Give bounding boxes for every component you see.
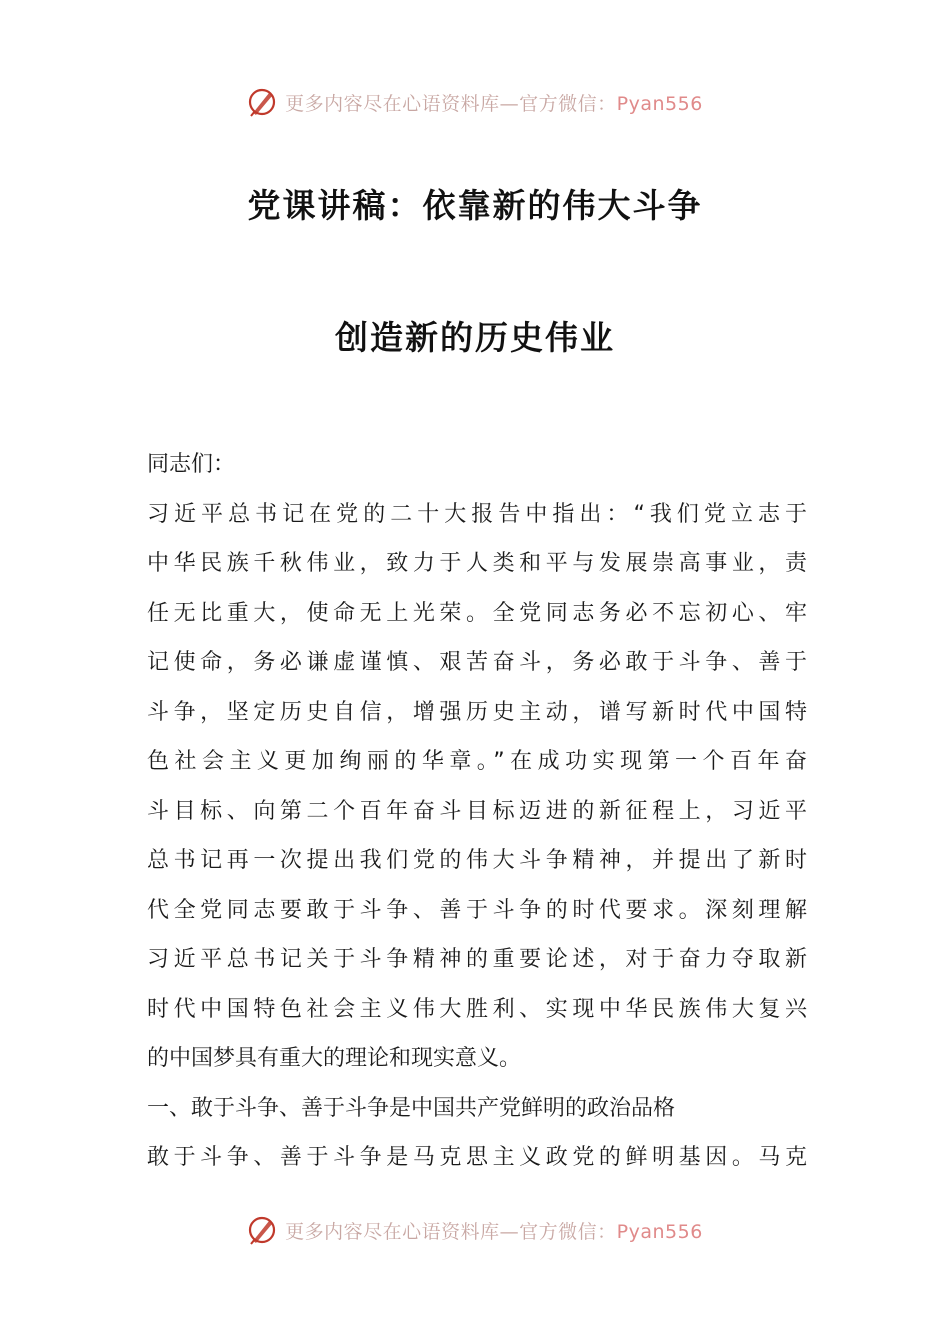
header-banner-handle: Pyan556 (616, 92, 703, 115)
paragraph-line: 敢于斗争、善于斗争是马克思主义政党的鲜明基因。马克 (147, 1145, 807, 1170)
footer-banner-text: 更多内容尽在心语资料库—官方微信：Pyan556 (285, 1220, 703, 1243)
body-text (147, 440, 807, 1183)
document-title-line-2: 创造新的历史伟业 (335, 318, 615, 357)
paragraph-line: 任无比重大，使命无上光荣。全党同志务必不忘初心、牢 (147, 600, 807, 626)
header-banner (0, 82, 950, 122)
paragraph-line: 总书记再一次提出我们党的伟大斗争精神，并提出了新时 (147, 848, 807, 873)
section-heading: 一、敢于斗争、善于斗争是中国共产党鲜明的政治品格 (147, 1095, 676, 1121)
paragraph-line: 斗争，坚定历史自信，增强历史主动，谱写新时代中国特 (147, 699, 807, 725)
document-title-line-1: 党课讲稿：依靠新的伟大斗争 (247, 186, 703, 225)
paragraph-line: 记使命，务必谦虚谨慎、艰苦奋斗，务必敢于斗争、善于 (147, 650, 807, 675)
paragraph-line: 色社会主义更加绚丽的华章。”在成功实现第一个百年奋 (147, 749, 807, 774)
pen-logo-icon (247, 87, 277, 117)
paragraph-line: 时代中国特色社会主义伟大胜利、实现中华民族伟大复兴 (147, 996, 807, 1022)
paragraph-line: 习近平总书记在党的二十大报告中指出：“我们党立志于 (147, 501, 807, 527)
header-banner-text: 更多内容尽在心语资料库—官方微信：Pyan556 (285, 92, 703, 115)
paragraph-line: 代全党同志要敢于斗争、善于斗争的时代要求。深刻理解 (147, 897, 807, 923)
footer-banner (0, 1210, 950, 1250)
paragraph-line: 习近平总书记关于斗争精神的重要论述，对于奋力夺取新 (147, 947, 807, 972)
paragraph-line: 斗目标、向第二个百年奋斗目标迈进的新征程上，习近平 (147, 798, 807, 824)
footer-banner-handle: Pyan556 (616, 1220, 703, 1243)
salutation: 同志们： (147, 452, 236, 477)
paragraph-line: 的中国梦具有重大的理论和现实意义。 (147, 1046, 522, 1071)
paragraph-line: 中华民族千秋伟业，致力于人类和平与发展崇高事业，责 (147, 551, 807, 576)
pen-logo-icon (247, 1215, 277, 1245)
